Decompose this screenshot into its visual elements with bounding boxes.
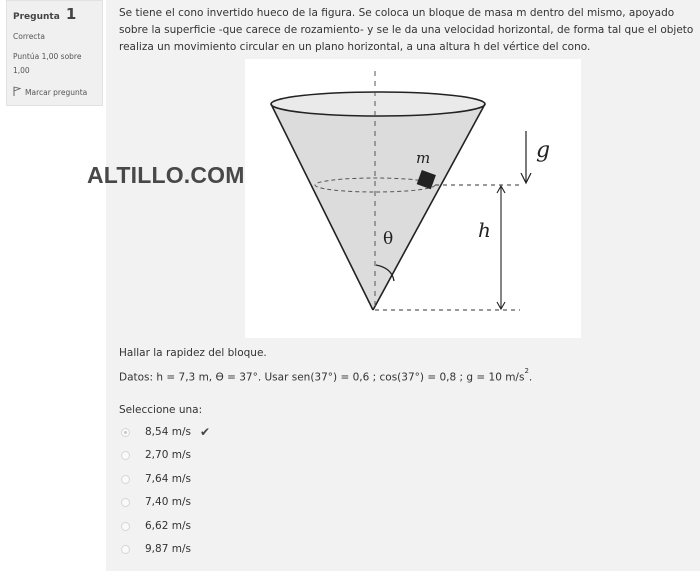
answer-radio[interactable] (121, 451, 130, 460)
question-label: Pregunta (13, 12, 60, 22)
cone-rim (271, 92, 485, 116)
question-prompt: Hallar la rapidez del bloque. (119, 347, 267, 359)
question-content (106, 0, 700, 571)
height-label: h (478, 218, 491, 242)
cone-figure (245, 59, 581, 338)
question-data (119, 367, 533, 384)
answer-label: 7,40 m/s (145, 496, 191, 508)
cone-body (271, 104, 485, 310)
answer-option[interactable] (121, 541, 191, 557)
question-number: 1 (65, 5, 77, 23)
question-grade-max: 1,00 (13, 66, 30, 75)
question-status: Correcta (13, 32, 45, 41)
flag-question-label: Marcar pregunta (25, 87, 88, 97)
gravity-label: g (536, 138, 551, 163)
flag-question-button[interactable] (13, 86, 96, 98)
answer-radio[interactable] (121, 522, 130, 531)
flag-icon (13, 86, 21, 98)
check-icon: ✔ (199, 425, 211, 439)
answer-radio[interactable] (121, 498, 130, 507)
answer-radio[interactable] (121, 545, 130, 554)
angle-label: θ (383, 229, 394, 249)
answer-option[interactable] (121, 471, 191, 487)
answer-radio[interactable] (121, 428, 130, 437)
select-one-label: Seleccione una: (119, 404, 203, 416)
answer-label: 2,70 m/s (145, 449, 191, 461)
mass-label: m (416, 149, 431, 167)
answer-radio[interactable] (121, 475, 130, 484)
question-data-end: . (528, 371, 533, 384)
answer-option[interactable] (121, 447, 191, 463)
question-text: Se tiene el cono invertido hueco de la figura. Se coloca un bloque de masa m dentro del mismo, apoyado sobre la superficie -que carece de rozamiento- y se le da una velocidad horizontal, de forma tal que el objeto realiza un movimiento circular en un plano horizontal, a una altura h del vértice del cono. (119, 7, 694, 53)
watermark-logo: ALTILLO.COM (87, 162, 245, 188)
answer-option[interactable] (121, 518, 191, 534)
answer-label: 7,64 m/s (145, 473, 191, 485)
question-grade: Puntúa 1,00 sobre (13, 52, 82, 61)
answer-label: 8,54 m/s (145, 426, 191, 438)
answer-option[interactable] (121, 424, 210, 440)
question-data-text: Datos: h = 7,3 m, ϴ = 37°. Usar sen(37°) = 0,6 ; cos(37°) = 0,8 ; g = 10 m/s (119, 371, 525, 384)
answer-label: 9,87 m/s (145, 543, 191, 555)
question-data-exponent: 2 (524, 367, 529, 375)
answer-option[interactable] (121, 494, 191, 510)
answer-label: 6,62 m/s (145, 520, 191, 532)
question-info-panel (6, 0, 103, 106)
